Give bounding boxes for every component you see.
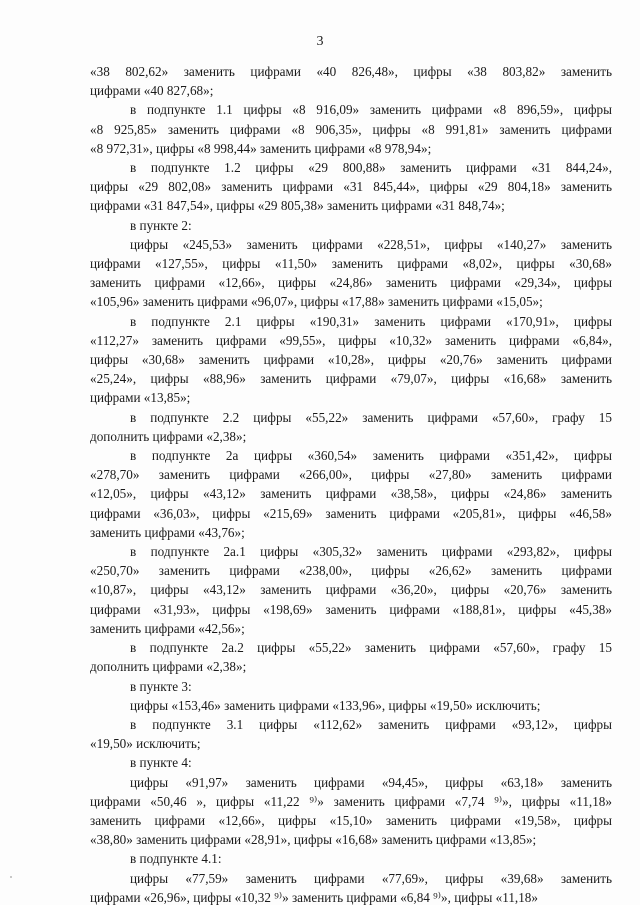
text-line: в подпункте 2а цифры «360,54» заменить цифрами «351,42», цифры bbox=[130, 448, 612, 464]
text-line: в подпункте 1.1 цифры «8 916,09» заменить цифрами «8 896,59», цифры bbox=[130, 102, 612, 118]
text-line: «38,80» заменить цифрами «28,91», цифры «16,68» заменить цифрами «13,85»; bbox=[90, 832, 537, 848]
text-line: «105,96» заменить цифрами «96,07», цифры «17,88» заменить цифрами «15,05»; bbox=[90, 294, 543, 310]
text-line: дополнить цифрами «2,38»; bbox=[90, 428, 247, 444]
text-line: цифрами «31,93», цифры «198,69» заменить цифрами «188,81», цифры «45,38» bbox=[90, 601, 612, 617]
text-line: «38 802,62» заменить цифрами «40 826,48», цифры «38 803,82» заменить bbox=[90, 64, 612, 79]
text-line: в подпункте 2а.1 цифры «305,32» заменить цифрами «293,82», цифры bbox=[130, 544, 612, 560]
amendment-paragraph bbox=[90, 542, 612, 638]
text-line: заменить цифрами «43,76»; bbox=[90, 524, 245, 540]
text-line: цифрами «40 827,68»; bbox=[90, 83, 214, 99]
text-line: заменить цифрами «12,66», цифры «15,10» заменить цифрами «19,58», цифры bbox=[90, 812, 612, 828]
amendment-paragraph bbox=[90, 158, 612, 216]
item-heading: в пункте 3: bbox=[130, 678, 192, 694]
text-line: цифры «29 802,08» заменить цифрами «31 845,44», цифры «29 804,18» заменить bbox=[90, 179, 612, 195]
text-line: в подпункте 2а.2 цифры «55,22» заменить цифрами «57,60», графу 15 bbox=[130, 640, 612, 656]
text-line: «19,50» исключить; bbox=[90, 736, 201, 752]
text-line: цифрами «127,55», цифры «11,50» заменить цифрами «8,02», цифры «30,68» bbox=[90, 256, 612, 272]
amendment-paragraph bbox=[90, 235, 612, 312]
text-line: цифрами «26,96», цифры «10,32 ⁹⁾» заменить цифрами «6,84 ⁹⁾», цифры «11,18» bbox=[90, 889, 538, 905]
text-line: цифрами «50,46 », цифры «11,22 ⁹⁾» заменить цифрами «7,74 ⁹⁾», цифры «11,18» bbox=[90, 793, 612, 809]
text-line: «10,87», цифры «43,12» заменить цифрами «36,20», цифры «20,76» заменить bbox=[90, 582, 612, 598]
amendment-paragraph bbox=[90, 100, 612, 158]
text-line: цифрами «31 847,54», цифры «29 805,38» заменить цифрами «31 848,74»; bbox=[90, 198, 505, 214]
text-line: заменить цифрами «12,66», цифры «24,86» заменить цифрами «29,34», цифры bbox=[90, 275, 612, 291]
text-line: дополнить цифрами «2,38»; bbox=[90, 659, 247, 675]
amendment-paragraph bbox=[90, 638, 612, 676]
amendment-paragraph bbox=[90, 869, 612, 907]
text-line: цифры «153,46» заменить цифрами «133,96», цифры «19,50» исключить; bbox=[130, 697, 541, 713]
text-line: цифры «30,68» заменить цифрами «10,28», цифры «20,76» заменить цифрами bbox=[90, 352, 612, 368]
amendment-paragraph bbox=[90, 446, 612, 542]
text-line: цифры «245,53» заменить цифрами «228,51», цифры «140,27» заменить bbox=[130, 236, 612, 252]
text-line: в подпункте 2.1 цифры «190,31» заменить цифрами «170,91», цифры bbox=[130, 313, 612, 329]
amendment-paragraph bbox=[90, 696, 612, 715]
text-line: «25,24», цифры «88,96» заменить цифрами «79,07», цифры «16,68» заменить bbox=[90, 371, 612, 387]
item-heading: в пункте 4: bbox=[130, 755, 192, 771]
amendment-paragraph bbox=[90, 408, 612, 446]
amendment-paragraph bbox=[90, 62, 612, 100]
text-line: цифрами «36,03», цифры «215,69» заменить цифрами «205,81», цифры «46,58» bbox=[90, 505, 612, 521]
amendment-paragraph bbox=[90, 773, 612, 850]
amendment-paragraph bbox=[90, 312, 612, 408]
page-number: 3 bbox=[316, 34, 324, 49]
document-body bbox=[90, 62, 612, 907]
text-line: в подпункте 2.2 цифры «55,22» заменить цифрами «57,60», графу 15 bbox=[130, 409, 612, 425]
text-line: «112,27» заменить цифрами «99,55», цифры «10,32» заменить цифрами «6,84», bbox=[90, 332, 612, 348]
text-line: «8 972,31», цифры «8 998,44» заменить цифрами «8 978,94»; bbox=[90, 140, 432, 156]
text-line: цифры «77,59» заменить цифрами «77,69», цифры «39,68» заменить bbox=[130, 870, 612, 886]
scan-speck bbox=[10, 876, 12, 878]
text-line: цифры «91,97» заменить цифрами «94,45», цифры «63,18» заменить bbox=[130, 774, 612, 790]
text-line: «8 925,85» заменить цифрами «8 906,35», цифры «8 991,81» заменить цифрами bbox=[90, 121, 612, 137]
text-line: в подпункте 1.2 цифры «29 800,88» заменить цифрами «31 844,24», bbox=[130, 160, 612, 176]
text-line: «278,70» заменить цифрами «266,00», цифры «27,80» заменить цифрами bbox=[90, 467, 612, 483]
amendment-paragraph bbox=[90, 715, 612, 753]
item-heading: в пункте 2: bbox=[130, 217, 192, 233]
text-line: «12,05», цифры «43,12» заменить цифрами «38,58», цифры «24,86» заменить bbox=[90, 486, 612, 502]
text-line: «250,70» заменить цифрами «238,00», цифры «26,62» заменить цифрами bbox=[90, 563, 612, 579]
item-heading: в подпункте 4.1: bbox=[130, 851, 222, 867]
text-line: заменить цифрами «42,56»; bbox=[90, 620, 245, 636]
text-line: в подпункте 3.1 цифры «112,62» заменить цифрами «93,12», цифры bbox=[130, 716, 612, 732]
text-line: цифрами «13,85»; bbox=[90, 390, 191, 406]
